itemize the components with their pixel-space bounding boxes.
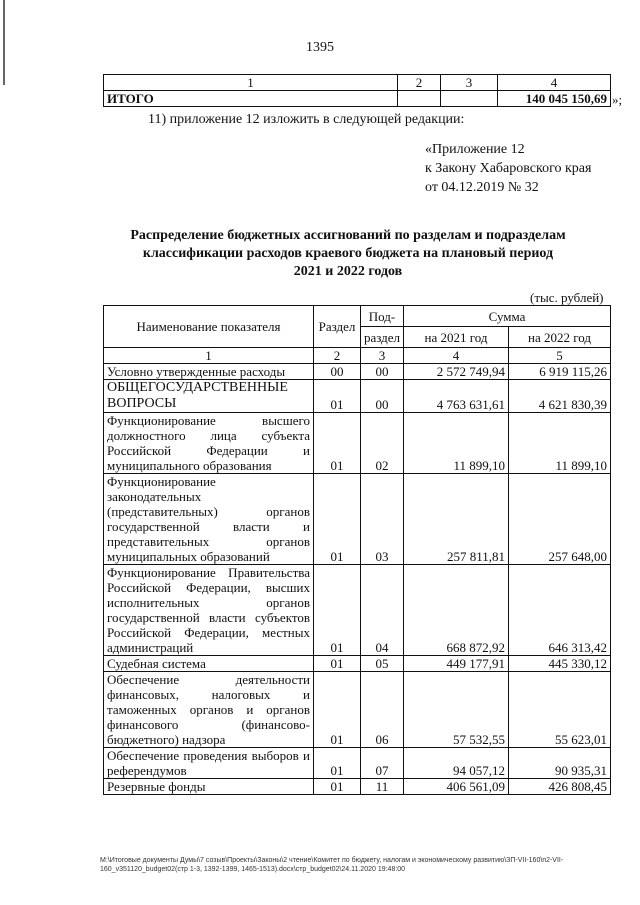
- file-path-footer: M:\Итоговые документы Думы\7 созыв\Проекты\Законы\2 чтение\Комитет по бюджету, налогам и экономическому развитию\ЗП-VII-160\п2-VII-160_v351120_budget02(стр 1-3, 1392-1399, 1465-1513).docx\стр_budget02\24.11.2020 19:48:00: [100, 857, 564, 873]
- table-header-row: [104, 75, 611, 91]
- units-label: (тыс. рублей): [530, 290, 604, 305]
- table-row: [104, 748, 611, 779]
- column-number: 2: [314, 348, 361, 364]
- row-subsection: 05: [361, 656, 404, 672]
- row-value-2022: 445 330,12: [509, 656, 611, 672]
- row-name: Функционирование законодательных (представительных) органов государственной власти и представительных органов муниципальных образований: [104, 474, 314, 565]
- row-value-2022: 4 621 830,39: [509, 380, 611, 413]
- column-header-subsection: Под-: [361, 306, 404, 327]
- table-row: [104, 474, 611, 565]
- row-section: 01: [314, 672, 361, 748]
- column-number: 5: [509, 348, 611, 364]
- document-title: [120, 227, 576, 281]
- row-value-2022: 55 623,01: [509, 672, 611, 748]
- row-value-2022: 257 648,00: [509, 474, 611, 565]
- instruction-text: 11) приложение 12 изложить в следующей редакции:: [148, 112, 465, 127]
- header-row: [104, 306, 611, 327]
- row-section: 01: [314, 413, 361, 474]
- quote-close-mark: »;: [612, 92, 623, 107]
- row-section: 00: [314, 364, 361, 380]
- total-value: 140 045 150,69: [498, 91, 611, 107]
- column-header-sum: Сумма: [404, 306, 611, 327]
- column-header-name: Наименование показателя: [104, 306, 314, 348]
- row-subsection: 04: [361, 565, 404, 656]
- row-section: 01: [314, 779, 361, 795]
- row-subsection: 07: [361, 748, 404, 779]
- row-value-2021: 449 177,91: [404, 656, 509, 672]
- row-subsection: 00: [361, 380, 404, 413]
- row-value-2021: 2 572 749,94: [404, 364, 509, 380]
- previous-table-tail: [103, 74, 611, 107]
- row-name: ОБЩЕГОСУДАРСТВЕННЫЕ ВОПРОСЫ: [104, 380, 314, 413]
- title-line: Распределение бюджетных ассигнований по разделам и подразделам: [130, 228, 566, 243]
- column-number: 1: [104, 348, 314, 364]
- appendix-heading: [425, 140, 591, 197]
- budget-table: [103, 305, 611, 795]
- row-value-2021: 57 532,55: [404, 672, 509, 748]
- appendix-line: к Закону Хабаровского края: [425, 161, 592, 176]
- row-name: Функционирование Правительства Российской Федерации, высших исполнительных органов государственной власти субъектов Российской Федерации, местных администраций: [104, 565, 314, 656]
- row-section: 01: [314, 474, 361, 565]
- column-header-section: Раздел: [314, 306, 361, 348]
- title-line: 2021 и 2022 годов: [293, 264, 403, 279]
- row-subsection: 03: [361, 474, 404, 565]
- row-section: 01: [314, 656, 361, 672]
- row-value-2021: 11 899,10: [404, 413, 509, 474]
- row-section: 01: [314, 380, 361, 413]
- page-number: 1395: [306, 40, 334, 55]
- row-subsection: 06: [361, 672, 404, 748]
- row-value-2021: 257 811,81: [404, 474, 509, 565]
- row-value-2022: 90 935,31: [509, 748, 611, 779]
- row-value-2021: 94 057,12: [404, 748, 509, 779]
- column-header-year-2022: на 2022 год: [509, 327, 611, 348]
- column-number: 2: [398, 75, 441, 91]
- appendix-line: от 04.12.2019 № 32: [425, 180, 539, 195]
- total-row: [104, 91, 611, 107]
- title-line: классификации расходов краевого бюджета на плановый период: [142, 246, 554, 261]
- row-section: 01: [314, 748, 361, 779]
- row-name: Условно утвержденные расходы: [104, 364, 314, 380]
- column-number: 3: [361, 348, 404, 364]
- row-subsection: 11: [361, 779, 404, 795]
- row-name: Резервные фонды: [104, 779, 314, 795]
- row-name: Функционирование высшего должностного лица субъекта Российской Федерации и муниципального образования: [104, 413, 314, 474]
- table-row: [104, 565, 611, 656]
- row-value-2022: 6 919 115,26: [509, 364, 611, 380]
- row-subsection: 02: [361, 413, 404, 474]
- column-number: 3: [441, 75, 498, 91]
- row-subsection: 00: [361, 364, 404, 380]
- row-value-2022: 646 313,42: [509, 565, 611, 656]
- row-value-2021: 668 872,92: [404, 565, 509, 656]
- table-row: [104, 364, 611, 380]
- column-number: 1: [104, 75, 398, 91]
- row-value-2021: 4 763 631,61: [404, 380, 509, 413]
- row-value-2021: 406 561,09: [404, 779, 509, 795]
- table-row: [104, 779, 611, 795]
- table-row: [104, 380, 611, 413]
- empty-cell: [398, 91, 441, 107]
- row-value-2022: 11 899,10: [509, 413, 611, 474]
- row-name: Обеспечение проведения выборов и референдумов: [104, 748, 314, 779]
- column-numbers-row: [104, 348, 611, 364]
- row-section: 01: [314, 565, 361, 656]
- appendix-line: «Приложение 12: [425, 142, 525, 157]
- column-header-year-2021: на 2021 год: [404, 327, 509, 348]
- table-row: [104, 656, 611, 672]
- column-number: 4: [498, 75, 611, 91]
- column-header-subsection: раздел: [361, 327, 404, 348]
- row-value-2022: 426 808,45: [509, 779, 611, 795]
- table-row: [104, 413, 611, 474]
- table-row: [104, 672, 611, 748]
- row-name: Судебная система: [104, 656, 314, 672]
- column-number: 4: [404, 348, 509, 364]
- row-name: Обеспечение деятельности финансовых, налоговых и таможенных органов и органов финансового (финансово-бюджетного) надзора: [104, 672, 314, 748]
- empty-cell: [441, 91, 498, 107]
- total-label: ИТОГО: [104, 91, 398, 107]
